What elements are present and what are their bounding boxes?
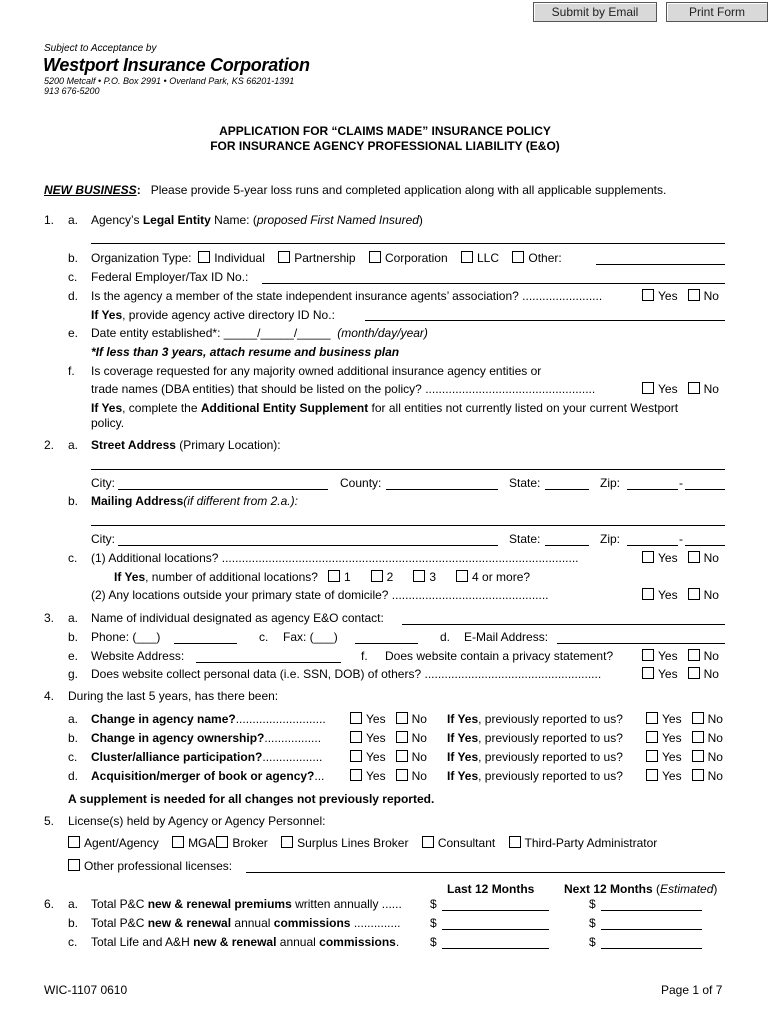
q2a-city-label: City: [91, 476, 115, 490]
locations-2-checkbox[interactable] [371, 570, 383, 582]
q4d-reported-yes-checkbox[interactable] [646, 769, 658, 781]
other-licenses-row [68, 859, 232, 873]
q2c2-yes-checkbox[interactable] [642, 588, 654, 600]
next-12-months-bold: Next 12 Months [564, 882, 653, 896]
directory-id-field[interactable] [365, 320, 725, 321]
website-label: Website Address: [91, 649, 185, 663]
consultant-checkbox[interactable] [422, 836, 434, 848]
q6b-mid: annual [231, 916, 274, 930]
q2a-zip-field[interactable] [627, 489, 678, 490]
no-label: No [707, 769, 723, 783]
q2b-city-label: City: [91, 532, 115, 546]
q6a-dollar-next: $ [589, 897, 596, 911]
no-label: No [703, 382, 719, 396]
yes-label: Yes [658, 289, 678, 303]
q6a-label [91, 897, 402, 911]
broker-label: Broker [232, 836, 268, 850]
q4-number: 4. [44, 689, 55, 703]
q1d-letter: d. [68, 289, 79, 303]
q6c-bold1: new & renewal [193, 935, 277, 949]
q4c-bold: Cluster/alliance participation? [91, 750, 263, 764]
q6b-dollar-last: $ [430, 916, 437, 930]
yes-label: Yes [662, 712, 682, 726]
q4c-reported-no-checkbox[interactable] [692, 750, 704, 762]
q1a-bold: Legal Entity [142, 213, 211, 227]
mailing-address-field[interactable] [91, 525, 725, 526]
broker-checkbox[interactable] [216, 836, 228, 848]
q4c-no-checkbox[interactable] [396, 750, 408, 762]
q1a-pre: Agency’s [91, 213, 143, 227]
other-checkbox[interactable] [512, 251, 524, 263]
eo-contact-field[interactable] [402, 624, 725, 625]
q4a-label [91, 712, 326, 726]
org-type-label: Organization Type: [91, 251, 192, 265]
q4a-reported-yes-no [646, 712, 723, 726]
llc-checkbox[interactable] [461, 251, 473, 263]
q1f-letter: f. [68, 364, 75, 378]
q1a-italic: proposed First Named Insured [256, 213, 419, 227]
q6-number: 6. [44, 897, 55, 911]
q6a-bold: new & renewal premiums [147, 897, 292, 911]
q2a-state-label: State: [509, 476, 541, 490]
q2a-county-field[interactable] [386, 489, 498, 490]
page-number: Page 1 of 7 [661, 983, 723, 997]
q2-number: 2. [44, 438, 55, 452]
q6b-last12-field[interactable] [442, 929, 549, 930]
association-question: Is the agency a member of the state independent insurance agents’ association? ........................ [91, 289, 603, 303]
q6c-post: . [395, 935, 400, 949]
locations-3-label: 3 [429, 570, 437, 584]
q6c-label [91, 935, 399, 949]
q6a-last12-field[interactable] [442, 910, 549, 911]
q2b-letter: b. [68, 494, 79, 508]
q3g-no-checkbox[interactable] [688, 667, 700, 679]
no-label: No [703, 649, 719, 663]
mailing-address-label [91, 494, 298, 508]
street-address-field[interactable] [91, 469, 725, 470]
no-label: No [707, 731, 723, 745]
q4b-label [91, 731, 321, 745]
q4a-yes-no [350, 712, 427, 726]
q2a-state-field[interactable] [545, 489, 589, 490]
no-label: No [703, 588, 719, 602]
q2a-zip-label: Zip: [600, 476, 621, 490]
q2c-ifyes-text: , number of additional locations? [145, 570, 318, 584]
q6c-dollar-next: $ [589, 935, 596, 949]
q6c-dollar-last: $ [430, 935, 437, 949]
q6b-next12-field[interactable] [601, 929, 702, 930]
q6a-post: written annually ...... [291, 897, 402, 911]
q1f-no-checkbox[interactable] [688, 382, 700, 394]
q2a-zip-dash: - [679, 476, 683, 490]
q4c-yes-checkbox[interactable] [350, 750, 362, 762]
q4c-ifyes-bold: If Yes [447, 750, 479, 764]
q4a-bold: Change in agency name? [91, 712, 236, 726]
date-established-label: Date entity established*: _____/_____/_____ [91, 326, 331, 340]
q2c1-yes-checkbox[interactable] [642, 551, 654, 563]
q6c-next12-field[interactable] [601, 948, 702, 949]
q4b-no-checkbox[interactable] [396, 731, 408, 743]
q6b-letter: b. [68, 916, 79, 930]
q6a-dollar-last: $ [430, 897, 437, 911]
llc-label: LLC [477, 251, 500, 265]
print-form-button[interactable]: Print Form [666, 2, 768, 22]
q4-text: During the last 5 years, has there been: [68, 689, 279, 703]
q1d-yes-checkbox[interactable] [642, 289, 654, 301]
yes-label: Yes [658, 667, 678, 681]
q1c-letter: c. [68, 270, 78, 284]
q3f-yes-checkbox[interactable] [642, 649, 654, 661]
q5-number: 5. [44, 814, 55, 828]
q1a-post: ) [418, 213, 423, 227]
q2c-letter: c. [68, 551, 78, 565]
q6c-pre: Total Life and A&H [91, 935, 194, 949]
q1f-supp: Additional Entity Supplement [200, 401, 369, 415]
q2a-zip4-field[interactable] [685, 489, 725, 490]
q4a-ifyes [447, 712, 623, 726]
consultant-label: Consultant [437, 836, 496, 850]
q4b-ifyes [447, 731, 623, 745]
q6c-bold2: commissions [319, 935, 396, 949]
form-id: WIC-1107 0610 [44, 983, 128, 997]
q5-text: License(s) held by Agency or Agency Personnel: [68, 814, 326, 828]
q4d-letter: d. [68, 769, 79, 783]
yes-label: Yes [658, 382, 678, 396]
q1b-letter: b. [68, 251, 79, 265]
street-address-label [91, 438, 281, 452]
q4d-dots: ... [314, 769, 325, 783]
q4d-ifyes-bold: If Yes [447, 769, 479, 783]
no-label: No [703, 289, 719, 303]
company-name: Westport Insurance Corporation [43, 55, 310, 75]
q2b-state-label: State: [509, 532, 541, 546]
q3d-letter: d. [440, 630, 451, 644]
org-type-row [91, 251, 562, 265]
no-label: No [703, 551, 719, 565]
q3g-letter: g. [68, 667, 79, 681]
q4b-ifyes-text: , previously reported to us? [478, 731, 623, 745]
individual-label: Individual [214, 251, 265, 265]
partnership-checkbox[interactable] [278, 251, 290, 263]
fax-field[interactable] [355, 643, 418, 644]
q4a-no-checkbox[interactable] [396, 712, 408, 724]
q1f-t1: , complete the [122, 401, 201, 415]
no-label: No [411, 769, 427, 783]
corporation-label: Corporation [384, 251, 448, 265]
q2c-ifyes: If Yes [114, 570, 146, 584]
q3b-letter: b. [68, 630, 79, 644]
q6a-pre: Total P&C [91, 897, 148, 911]
q4b-yes-no [350, 731, 427, 745]
q1f-ifyes-text [91, 401, 678, 415]
q1a-label [91, 213, 423, 227]
q1f-line1: Is coverage requested for any majority owned additional insurance agency entities or [91, 364, 542, 378]
eo-contact-label: Name of individual designated as agency E&O contact: [91, 611, 384, 625]
q6c-mid: annual [276, 935, 320, 949]
license-options-row [68, 836, 657, 850]
q1e-letter: e. [68, 326, 79, 340]
q4a-reported-no-checkbox[interactable] [692, 712, 704, 724]
other-licenses-checkbox[interactable] [68, 859, 80, 871]
next-12-months-header: Next 12 Months (Estimated) [564, 882, 718, 896]
no-label: No [707, 712, 723, 726]
q2a-city-field[interactable] [118, 489, 328, 490]
q6b-pre: Total P&C [91, 916, 148, 930]
q2b-bold: Mailing Address [91, 494, 184, 508]
q1f-t2: for all entities not currently listed on your current Westport [368, 401, 679, 415]
q2a-bold: Street Address [91, 438, 176, 452]
outside-state-question: (2) Any locations outside your primary state of domicile? ............................................... [91, 588, 549, 602]
q6b-dollar-next: $ [589, 916, 596, 930]
no-label: No [411, 731, 427, 745]
additional-locations-question: (1) Additional locations? ........................................................................................................... [91, 551, 579, 565]
q6b-label [91, 916, 401, 930]
q4b-reported-no-checkbox[interactable] [692, 731, 704, 743]
directory-id-label [91, 308, 335, 322]
agent-agency-checkbox[interactable] [68, 836, 80, 848]
estimated-label: Estimated [660, 882, 714, 896]
no-label: No [707, 750, 723, 764]
q4c-letter: c. [68, 750, 78, 764]
q6b-bold2: commissions [273, 916, 351, 930]
email-label: E-Mail Address: [464, 630, 549, 644]
tax-id-field[interactable] [262, 283, 725, 284]
mga-label: MGA [188, 836, 216, 850]
q2b-zip-label: Zip: [600, 532, 621, 546]
yes-label: Yes [658, 588, 678, 602]
q2c1-yes-no [642, 551, 719, 565]
number-of-locations-row [114, 570, 530, 584]
q6c-letter: c. [68, 935, 78, 949]
q3c-letter: c. [259, 630, 269, 644]
q1a-mid: Name: ( [210, 213, 257, 227]
q6b-post: .............. [350, 916, 401, 930]
q4c-reported-yes-checkbox[interactable] [646, 750, 658, 762]
submit-by-email-button[interactable]: Submit by Email [533, 2, 657, 22]
q2b-state-field[interactable] [545, 545, 589, 546]
q4b-dots: ................. [264, 731, 322, 745]
website-field[interactable] [196, 662, 341, 663]
new-business-text: Please provide 5-year loss runs and completed application along with all applicable supplements. [150, 183, 667, 197]
q2c2-no-checkbox[interactable] [688, 588, 700, 600]
phone-field[interactable] [174, 643, 237, 644]
q4a-ifyes-bold: If Yes [447, 712, 479, 726]
other-licenses-label: Other professional licenses: [84, 859, 233, 873]
q4c-ifyes-text: , previously reported to us? [478, 750, 623, 764]
q4d-reported-yes-no [646, 769, 723, 783]
q4d-yes-no [350, 769, 427, 783]
company-phone: 913 676-5200 [44, 86, 100, 96]
new-business-intro [44, 183, 666, 197]
q4d-no-checkbox[interactable] [396, 769, 408, 781]
company-address: 5200 Metcalf • P.O. Box 2991 • Overland Park, KS 66201-1391 [44, 76, 295, 86]
less-than-3-years-note: *If less than 3 years, attach resume and business plan [91, 345, 400, 359]
q2a-text: (Primary Location): [175, 438, 281, 452]
legal-entity-name-field[interactable] [91, 243, 725, 244]
tpa-label: Third-Party Administrator [524, 836, 658, 850]
phone-label: Phone: (___) [91, 630, 161, 644]
date-format: (month/day/year) [337, 326, 428, 340]
q6a-next12-field[interactable] [601, 910, 702, 911]
q6c-last12-field[interactable] [442, 948, 549, 949]
q2b-zip4-field[interactable] [685, 545, 725, 546]
q4a-ifyes-text: , previously reported to us? [478, 712, 623, 726]
q2b-zip-dash: - [679, 532, 683, 546]
locations-2-label: 2 [386, 570, 394, 584]
locations-1-label: 1 [343, 570, 351, 584]
tpa-checkbox[interactable] [509, 836, 521, 848]
q4c-label [91, 750, 322, 764]
no-label: No [703, 667, 719, 681]
q4c-yes-no [350, 750, 427, 764]
q4a-dots: ........................... [235, 712, 326, 726]
yes-label: Yes [662, 731, 682, 745]
locations-4plus-checkbox[interactable] [456, 570, 468, 582]
q1f-line2: trade names (DBA entities) that should be listed on the policy? ................................................... [91, 382, 596, 396]
email-field[interactable] [557, 643, 725, 644]
q4d-label [91, 769, 324, 783]
q1f-policy: policy. [91, 416, 125, 430]
q3a-letter: a. [68, 611, 79, 625]
yes-label: Yes [366, 712, 386, 726]
subject-to-acceptance: Subject to Acceptance by [44, 43, 157, 54]
personal-data-question: Does website collect personal data (i.e. SSN, DOB) of others? ..................................................... [91, 667, 602, 681]
locations-1-checkbox[interactable] [328, 570, 340, 582]
q4b-yes-checkbox[interactable] [350, 731, 362, 743]
q1f-yes-checkbox[interactable] [642, 382, 654, 394]
privacy-statement-question: Does website contain a privacy statement? [385, 649, 614, 663]
q2b-zip-field[interactable] [627, 545, 678, 546]
q1d-ifyes-text: , provide agency active directory ID No.: [122, 308, 335, 322]
q4a-yes-checkbox[interactable] [350, 712, 362, 724]
mga-checkbox[interactable] [172, 836, 184, 848]
no-label: No [411, 750, 427, 764]
yes-label: Yes [366, 750, 386, 764]
q3e-letter: e. [68, 649, 79, 663]
q4c-ifyes [447, 750, 623, 764]
other-org-type-field[interactable] [596, 264, 725, 265]
q4b-reported-yes-no [646, 731, 723, 745]
new-business-label: NEW BUSINESS [44, 183, 137, 197]
yes-label: Yes [658, 649, 678, 663]
q3g-yes-no [642, 667, 719, 681]
yes-label: Yes [366, 769, 386, 783]
q4a-reported-yes-checkbox[interactable] [646, 712, 658, 724]
q2b-city-field[interactable] [118, 545, 498, 546]
corporation-checkbox[interactable] [369, 251, 381, 263]
yes-label: Yes [662, 769, 682, 783]
q2a-letter: a. [68, 438, 79, 452]
q3-number: 3. [44, 611, 55, 625]
q3f-no-checkbox[interactable] [688, 649, 700, 661]
individual-checkbox[interactable] [198, 251, 210, 263]
q1a-letter: a. [68, 213, 79, 227]
supplement-note: A supplement is needed for all changes not previously reported. [68, 792, 435, 806]
locations-3-checkbox[interactable] [413, 570, 425, 582]
q4d-yes-checkbox[interactable] [350, 769, 362, 781]
agent-agency-label: Agent/Agency [84, 836, 159, 850]
q1f-ifyes: If Yes [91, 401, 123, 415]
q1d-yes-no [642, 289, 719, 303]
intro-colon: : [136, 183, 141, 197]
q6a-letter: a. [68, 897, 79, 911]
other-licenses-field[interactable] [246, 872, 725, 873]
date-established [91, 326, 428, 340]
yes-label: Yes [366, 731, 386, 745]
q6b-bold1: new & renewal [147, 916, 232, 930]
q4b-reported-yes-checkbox[interactable] [646, 731, 658, 743]
no-label: No [411, 712, 427, 726]
form-title-line2: FOR INSURANCE AGENCY PROFESSIONAL LIABILITY (E&O) [210, 139, 560, 153]
q4c-dots: .................. [262, 750, 323, 764]
q4a-letter: a. [68, 712, 79, 726]
q2c1-no-checkbox[interactable] [688, 551, 700, 563]
q3g-yes-checkbox[interactable] [642, 667, 654, 679]
fax-label: Fax: (___) [283, 630, 338, 644]
last-12-months-header: Last 12 Months [447, 882, 535, 896]
q4d-reported-no-checkbox[interactable] [692, 769, 704, 781]
q1d-no-checkbox[interactable] [688, 289, 700, 301]
yes-label: Yes [662, 750, 682, 764]
q1d-ifyes: If Yes [91, 308, 123, 322]
q1-number: 1. [44, 213, 55, 227]
q4b-letter: b. [68, 731, 79, 745]
locations-4plus-label: 4 or more? [472, 570, 531, 584]
partnership-label: Partnership [294, 251, 356, 265]
q2a-county-label: County: [340, 476, 382, 490]
q4d-ifyes [447, 769, 623, 783]
q3f-yes-no [642, 649, 719, 663]
form-title-line1: APPLICATION FOR “CLAIMS MADE” INSURANCE POLICY [219, 124, 551, 138]
q3f-letter: f. [361, 649, 368, 663]
q4d-bold: Acquisition/merger of book or agency? [91, 769, 315, 783]
q2c2-yes-no [642, 588, 719, 602]
surplus-lines-broker-checkbox[interactable] [281, 836, 293, 848]
yes-label: Yes [658, 551, 678, 565]
q1f-yes-no [642, 382, 719, 396]
q4d-ifyes-text: , previously reported to us? [478, 769, 623, 783]
tax-id-label: Federal Employer/Tax ID No.: [91, 270, 249, 284]
other-label: Other: [528, 251, 562, 265]
surplus-lines-broker-label: Surplus Lines Broker [297, 836, 409, 850]
q2b-italic: (if different from 2.a.): [183, 494, 298, 508]
q4b-bold: Change in agency ownership? [91, 731, 265, 745]
q4c-reported-yes-no [646, 750, 723, 764]
q4b-ifyes-bold: If Yes [447, 731, 479, 745]
